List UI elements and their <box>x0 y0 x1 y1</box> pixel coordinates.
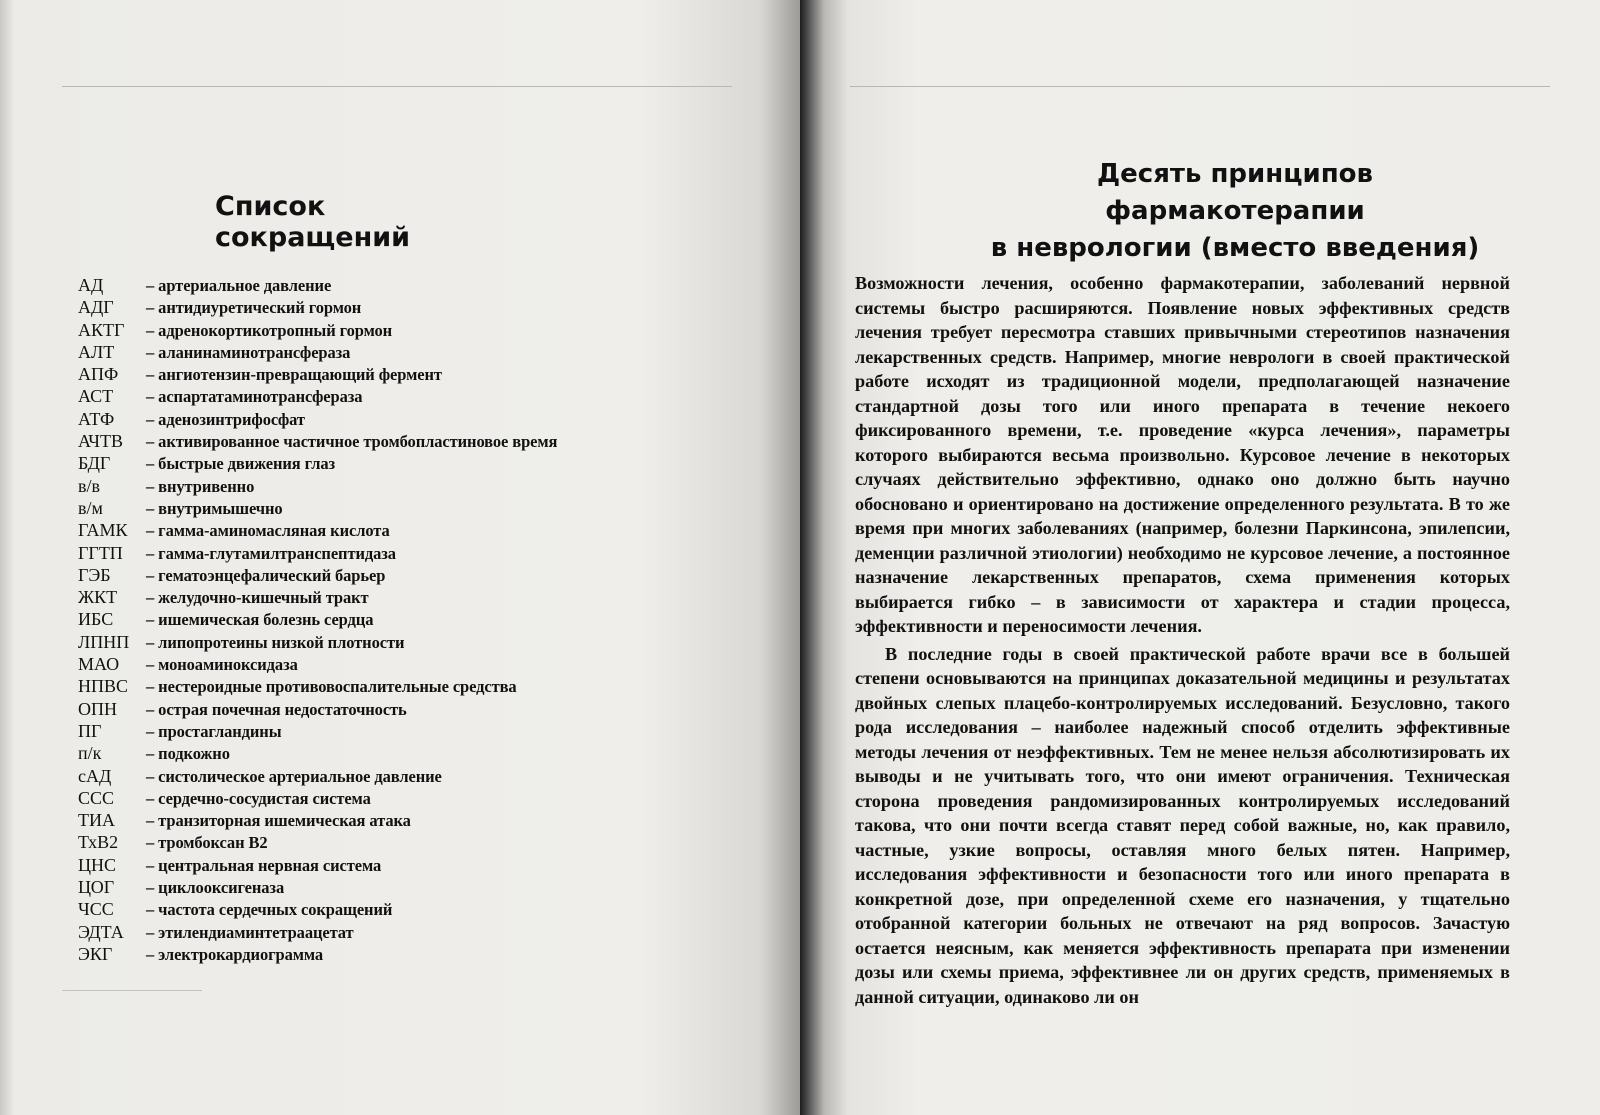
abbreviation-term: ЖКТ <box>78 587 118 608</box>
abbreviation-row <box>78 676 598 698</box>
abbreviation-row <box>78 498 598 520</box>
abbreviation-meaning: – циклооксигеназа <box>146 878 285 898</box>
abbreviation-meaning: – сердечно-сосудистая система <box>146 788 371 808</box>
abbreviation-row <box>78 788 598 810</box>
abbreviation-meaning: – антидиуретический гормон <box>146 298 362 318</box>
abbreviation-term: ЦОГ <box>78 877 115 898</box>
abbreviation-meaning: – острая почечная недостаточность <box>146 699 407 719</box>
abbreviation-row <box>78 810 598 832</box>
abbreviation-row <box>78 944 598 966</box>
abbreviation-term: ЦНС <box>78 854 117 875</box>
bleed-through-rule <box>850 86 1550 87</box>
abbreviation-meaning: – этилендиаминтетраацетат <box>146 922 354 942</box>
abbreviation-meaning: – электрокардиограмма <box>146 944 324 964</box>
abbreviation-row <box>78 721 598 743</box>
abbreviation-row <box>78 699 598 721</box>
abbreviation-term: в/в <box>78 475 100 496</box>
footnote-divider <box>62 990 202 991</box>
abbreviation-row <box>78 520 598 542</box>
abbreviation-term: в/м <box>78 497 103 518</box>
abbreviation-meaning: – центральная нервная система <box>146 855 382 875</box>
abbreviation-meaning: – артериальное давление <box>146 276 332 295</box>
abbreviation-term: ЭДТА <box>78 921 124 942</box>
abbreviation-meaning: – внутримышечно <box>146 498 283 518</box>
abbreviation-term: АД <box>78 275 104 295</box>
abbreviation-term: ГАМК <box>78 520 128 541</box>
abbreviation-meaning: – липопротеины низкой плотности <box>146 632 405 652</box>
page-title: Список сокращений <box>215 191 411 254</box>
abbreviation-list <box>78 275 598 966</box>
abbreviation-meaning: – ангиотензин-превращающий фермент <box>146 365 442 385</box>
section-title-line-2: в неврологии (вместо введения) <box>990 233 1480 263</box>
abbreviation-term: АТФ <box>78 408 115 429</box>
abbreviation-meaning: – аденозинтрифосфат <box>146 409 305 429</box>
abbreviation-row <box>78 386 598 408</box>
abbreviation-term: ГГТП <box>78 542 123 563</box>
abbreviation-row <box>78 565 598 587</box>
abbreviation-term: МАО <box>78 654 120 675</box>
abbreviation-row <box>78 476 598 498</box>
abbreviation-term: АЛТ <box>78 341 115 362</box>
abbreviation-meaning: – систолическое артериальное давление <box>146 766 442 786</box>
abbreviation-term: ЭКГ <box>78 943 113 964</box>
abbreviation-row <box>78 320 598 342</box>
abbreviation-meaning: – активированное частичное тромбопластиновое время <box>146 432 558 452</box>
paragraph: Возможности лечения, особенно фармакотерапии, заболеваний нервной системы быстро расширяются. Появление новых эффективных средств лечения требует пересмотра ставших привычными стереотипов назначения лекарственных средств. Например, многие неврологи в своей практической работе исходят из традиционной модели, предполагающей назначение стандартной дозы того или иного препарата в течение некоего фиксированного времени, т.е. проведение «курса лечения», параметры которого выбираются весьма произвольно. Курсовое лечение в некоторых случаях действительно эффективно, однако оно должно быть научно обосновано и ориентировано на достижение определенного результата. В то же время при многих заболеваниях (например, болезни Паркинсона, эпилепсии, деменции различной этиологии) необходимо не курсовое лечение, а постоянное назначение лекарственных препаратов, схема применения которых выбирается гибко – в зависимости от характера и стадии процесса, эффективности и переносимости лечения. <box>855 273 1510 636</box>
abbreviation-meaning: – гамма-аминомасляная кислота <box>146 521 390 541</box>
abbreviation-term: сАД <box>78 765 112 786</box>
abbreviation-row <box>78 743 598 765</box>
abbreviation-row <box>78 855 598 877</box>
abbreviation-term: АСТ <box>78 386 114 407</box>
abbreviation-meaning: – адренокортикотропный гормон <box>146 320 393 340</box>
abbreviation-meaning: – тромбоксан В2 <box>146 833 268 853</box>
abbreviation-row <box>78 297 598 319</box>
abbreviation-meaning: – желудочно-кишечный тракт <box>146 588 369 608</box>
abbreviation-term: ГЭБ <box>78 564 111 585</box>
abbreviation-row <box>78 609 598 631</box>
abbreviation-term: БДГ <box>78 453 111 474</box>
abbreviation-term: АПФ <box>78 364 119 385</box>
abbreviation-row <box>78 877 598 899</box>
abbreviation-meaning: – аланинаминотрансфераза <box>146 342 351 362</box>
abbreviation-row <box>78 587 598 609</box>
abbreviation-meaning: – гематоэнцефалический барьер <box>146 565 386 585</box>
page-edge-shadow <box>0 0 14 1115</box>
abbreviation-term: АЧТВ <box>78 431 123 452</box>
abbreviation-row <box>78 899 598 921</box>
abbreviation-term: НПВС <box>78 676 129 697</box>
abbreviation-term: ЛПНП <box>78 631 130 652</box>
abbreviation-row <box>78 654 598 676</box>
abbreviation-meaning: – быстрые движения глаз <box>146 454 336 474</box>
section-title <box>985 156 1485 267</box>
abbreviation-meaning: – частота сердечных сокращений <box>146 900 393 920</box>
abbreviation-meaning: – простагландины <box>146 721 282 741</box>
abbreviation-row <box>78 832 598 854</box>
abbreviation-term: ОПН <box>78 698 117 719</box>
abbreviation-row <box>78 431 598 453</box>
abbreviation-term: ИБС <box>78 609 114 630</box>
abbreviation-row <box>78 453 598 475</box>
abbreviation-row <box>78 275 598 297</box>
abbreviation-meaning: – внутривенно <box>146 476 255 496</box>
section-title-line-1: Десять принципов фармакотерапии <box>1097 159 1373 226</box>
abbreviation-meaning: – подкожно <box>146 744 230 764</box>
abbreviation-term: п/к <box>78 743 102 764</box>
abbreviation-term: ЧСС <box>78 899 114 920</box>
abbreviation-term: ПГ <box>78 720 102 741</box>
abbreviation-meaning: – моноаминоксидаза <box>146 655 298 675</box>
abbreviation-row <box>78 364 598 386</box>
abbreviation-row <box>78 409 598 431</box>
abbreviation-term: АКТГ <box>78 319 125 340</box>
abbreviation-row <box>78 922 598 944</box>
paragraph: В последние годы в своей практической работе врачи все в большей степени основываются на принципах доказательной медицины и результатах двойных слепых плацебо-контролируемых исследований. Безусловно, такого рода исследования – наиболее надежный способ отделить эффективные методы лечения от неэффективных. Тем не менее нельзя абсолютизировать их выводы и не учитывать того, что они имеют ограничения. Техническая сторона проведения рандомизированных контролируемых исследований такова, что они почти всегда ставят перед собой важные, но, как правило, частные, узкие вопросы, оставляя много белых пятен. Например, исследования эффективности и безопасности того или иного препарата в конкретной дозе, при определенной схеме его назначения, у тщательно отобранной категории больных не отвечают на ряд вопросов. Зачастую остается неясным, как меняется эффективность препарата при изменении дозы или схемы приема, эффективнее ли он других средств, применяемых в данной ситуации, одинаково ли он <box>855 643 1510 1007</box>
abbreviation-meaning: – нестероидные противовоспалительные средства <box>146 677 517 697</box>
abbreviation-row <box>78 543 598 565</box>
abbreviation-term: ССС <box>78 787 115 808</box>
bleed-through-rule <box>62 86 732 87</box>
abbreviation-meaning: – ишемическая болезнь сердца <box>146 610 374 630</box>
abbreviation-meaning: – аспартатаминотрансфераза <box>146 387 363 407</box>
abbreviation-term: АДГ <box>78 297 114 318</box>
abbreviation-term: ТИА <box>78 810 115 831</box>
body-text <box>855 271 1510 1009</box>
abbreviation-row <box>78 342 598 364</box>
abbreviation-meaning: – транзиторная ишемическая атака <box>146 811 411 831</box>
abbreviation-meaning: – гамма-глутамилтранспептидаза <box>146 543 396 563</box>
abbreviation-row <box>78 766 598 788</box>
abbreviation-term: ТхВ2 <box>78 832 119 853</box>
abbreviation-row <box>78 632 598 654</box>
